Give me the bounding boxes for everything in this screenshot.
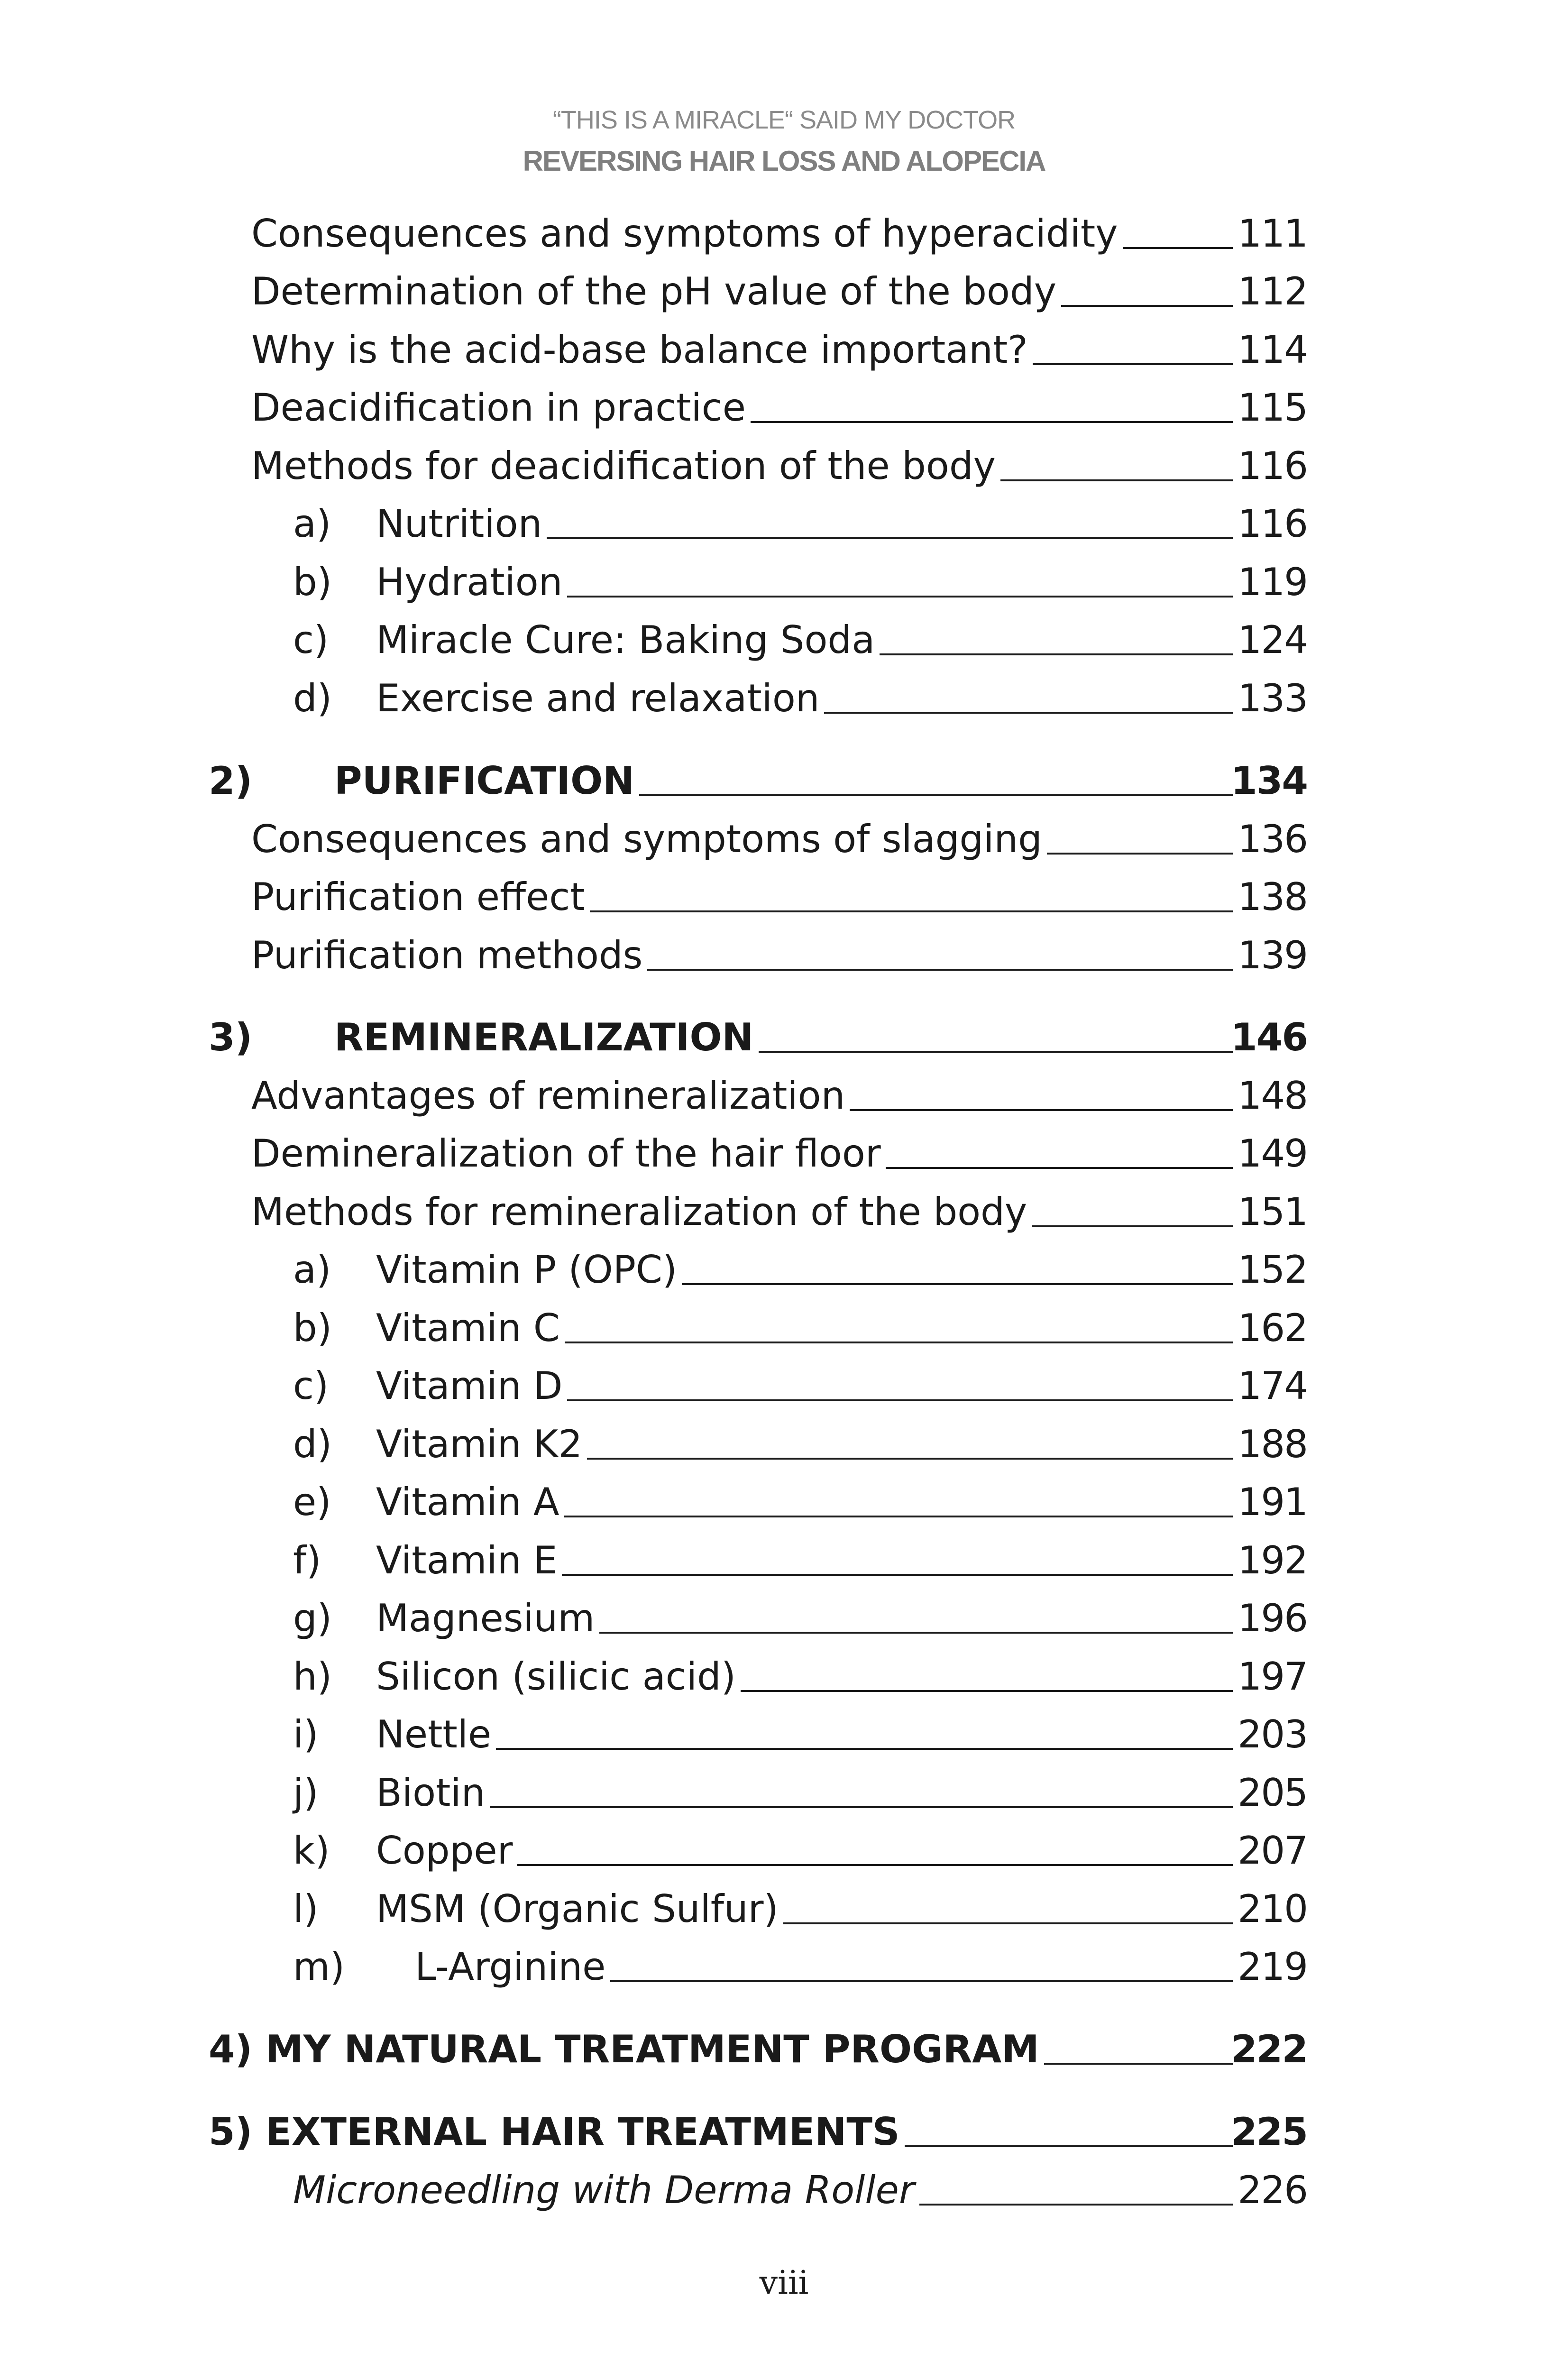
toc-entry-label: m) — [293, 1945, 345, 1989]
toc-entry[interactable] — [0, 210, 1568, 257]
toc-entry-page: 203 — [1238, 1712, 1307, 1756]
toc-entry-page: 210 — [1238, 1887, 1307, 1931]
toc-entry-label: l) — [293, 1887, 319, 1931]
toc-entry-label: h) — [293, 1654, 332, 1699]
toc-leader-line — [395, 1748, 1233, 1750]
toc-entry-title: Consequences and symptoms of slagging — [251, 816, 1047, 863]
toc-entry-title: Vitamin E — [376, 1537, 562, 1584]
toc-entry-title: 5) EXTERNAL HAIR TREATMENTS — [209, 2108, 905, 2156]
toc-entry-title: Magnesium — [376, 1595, 599, 1642]
toc-entry[interactable] — [0, 2026, 1568, 2073]
toc-entry[interactable] — [0, 1130, 1568, 1177]
toc-entry[interactable] — [0, 1188, 1568, 1236]
toc-entry[interactable] — [0, 326, 1568, 374]
toc-entry[interactable] — [0, 1072, 1568, 1120]
toc-entry-label: b) — [293, 1306, 332, 1350]
toc-entry-title: Vitamin A — [376, 1479, 564, 1526]
toc-entry-page: 124 — [1238, 618, 1307, 662]
toc-entry[interactable] — [0, 1014, 1568, 1061]
running-header-title: “THIS IS A MIRACLE“ SAID MY DOCTOR — [552, 106, 1016, 134]
toc-entry-title: REMINERALIZATION — [334, 1014, 759, 1061]
toc-entry[interactable] — [0, 2108, 1568, 2156]
toc-entry[interactable] — [0, 757, 1568, 805]
toc-entry-label: f) — [293, 1538, 321, 1582]
toc-entry[interactable] — [0, 616, 1568, 664]
toc-entry-page: 225 — [1231, 2110, 1307, 2154]
toc-entry[interactable] — [0, 1885, 1568, 1933]
running-header-subtitle: REVERSING HAIR LOSS AND ALOPECIA — [523, 145, 1045, 177]
toc-entry-title: Methods for remineralization of the body — [251, 1188, 1032, 1236]
toc-entry[interactable] — [0, 442, 1568, 490]
toc-entry-title: Silicon (silicic acid) — [376, 1653, 741, 1700]
toc-entry[interactable] — [0, 1421, 1568, 1468]
toc-entry[interactable] — [0, 2167, 1568, 2214]
toc-entry-page: 196 — [1238, 1596, 1307, 1640]
toc-entry-page: 146 — [1231, 1015, 1307, 1059]
toc-entry-label: c) — [293, 1364, 329, 1408]
toc-entry-page: 152 — [1238, 1248, 1307, 1292]
toc-entry-title: Miracle Cure: Baking Soda — [376, 616, 880, 664]
toc-entry-page: 134 — [1231, 759, 1307, 803]
toc-entry[interactable] — [0, 1769, 1568, 1817]
toc-entry-page: 119 — [1238, 560, 1307, 604]
toc-entry-page: 174 — [1238, 1364, 1307, 1408]
toc-entry-page: 139 — [1238, 933, 1307, 977]
toc-entry[interactable] — [0, 1479, 1568, 1526]
toc-entry-title: Deacidification in practice — [251, 384, 751, 432]
toc-entry-page: 151 — [1238, 1190, 1307, 1234]
toc-entry-title: Methods for deacidification of the body — [251, 442, 1000, 490]
toc-leader-line — [395, 1864, 1233, 1866]
toc-entry-label: d) — [293, 1422, 332, 1466]
toc-entry-page: 192 — [1238, 1538, 1307, 1582]
toc-entry-label: a) — [293, 1248, 331, 1292]
toc-entry-title: 4) MY NATURAL TREATMENT PROGRAM — [209, 2026, 1044, 2073]
toc-entry-page: 188 — [1238, 1422, 1307, 1466]
toc-entry-page: 133 — [1238, 676, 1307, 720]
toc-entry-title: Vitamin C — [376, 1305, 565, 1352]
toc-entry[interactable] — [0, 1595, 1568, 1642]
toc-entry-label: g) — [293, 1596, 332, 1640]
toc-entry-title: Microneedling with Derma Roller — [293, 2167, 919, 2214]
toc-entry[interactable] — [0, 1305, 1568, 1352]
toc-entry-title: Consequences and symptoms of hyperacidity — [251, 210, 1123, 257]
page-number: viii — [759, 2264, 809, 2302]
toc-entry-title: PURIFICATION — [334, 757, 639, 805]
toc-leader-line — [395, 1806, 1233, 1808]
toc-entry-title: Vitamin K2 — [376, 1421, 587, 1468]
toc-entry-label: e) — [293, 1480, 331, 1524]
toc-entry[interactable] — [0, 1827, 1568, 1875]
toc-entry-page: 226 — [1238, 2168, 1307, 2212]
toc-entry-page: 197 — [1238, 1654, 1307, 1699]
toc-entry-title: Demineralization of the hair floor — [251, 1130, 886, 1177]
toc-entry-page: 112 — [1238, 269, 1307, 313]
toc-entry[interactable] — [0, 1711, 1568, 1758]
toc-entry-title: Vitamin P (OPC) — [376, 1246, 682, 1294]
toc-entry-title: Hydration — [376, 559, 567, 606]
toc-entry-page: 136 — [1238, 817, 1307, 861]
toc-entry-page: 191 — [1238, 1480, 1307, 1524]
toc-entry[interactable] — [0, 559, 1568, 606]
toc-entry-title: Exercise and relaxation — [376, 675, 824, 722]
toc-entry-label: k) — [293, 1829, 330, 1873]
toc-entry-title: Nettle — [376, 1711, 496, 1758]
toc-entry-page: 205 — [1238, 1771, 1307, 1815]
toc-entry-label: 3) — [209, 1015, 253, 1059]
toc-entry-title: Purification effect — [251, 873, 590, 921]
toc-entry-title: Copper — [376, 1827, 517, 1875]
toc-entry[interactable] — [0, 675, 1568, 722]
toc-entry-label: 2) — [209, 759, 253, 803]
toc-entry-title: Vitamin D — [376, 1362, 567, 1410]
toc-entry[interactable] — [0, 1943, 1568, 1991]
toc-entry-label: c) — [293, 618, 329, 662]
toc-entry-title: L-Arginine — [415, 1943, 610, 1991]
toc-entry-title: Nutrition — [376, 500, 547, 548]
toc-entry-page: 114 — [1238, 328, 1307, 372]
toc-entry[interactable] — [0, 1653, 1568, 1700]
toc-entry[interactable] — [0, 932, 1568, 979]
toc-entry[interactable] — [0, 1537, 1568, 1584]
toc-entry-label: d) — [293, 676, 332, 720]
toc-entry-page: 115 — [1238, 386, 1307, 430]
toc-entry-label: j) — [293, 1771, 319, 1815]
toc-entry-title: Determination of the pH value of the body — [251, 268, 1061, 315]
toc-entry-title: Biotin — [376, 1769, 490, 1817]
toc-entry-title: MSM (Organic Sulfur) — [376, 1885, 783, 1933]
toc-entry-page: 116 — [1238, 444, 1307, 488]
toc-entry-page: 149 — [1238, 1131, 1307, 1176]
toc-entry-page: 148 — [1238, 1074, 1307, 1118]
toc-entry[interactable] — [0, 268, 1568, 315]
toc-entry-page: 162 — [1238, 1306, 1307, 1350]
toc-entry[interactable] — [0, 816, 1568, 863]
toc-entry[interactable] — [0, 1362, 1568, 1410]
toc-entry-label: b) — [293, 560, 332, 604]
toc-entry-page: 116 — [1238, 502, 1307, 546]
toc-entry-page: 222 — [1231, 2027, 1307, 2071]
toc-entry-page: 207 — [1238, 1829, 1307, 1873]
toc-entry-page: 138 — [1238, 875, 1307, 919]
toc-entry[interactable] — [0, 500, 1568, 548]
toc-entry-title: Purification methods — [251, 932, 647, 979]
toc-entry-title: Advantages of remineralization — [251, 1072, 850, 1120]
toc-entry-page: 219 — [1238, 1945, 1307, 1989]
toc-entry-title: Why is the acid-base balance important? — [251, 326, 1033, 374]
toc-entry-label: i) — [293, 1712, 319, 1756]
toc-entry[interactable] — [0, 384, 1568, 432]
toc-entry-page: 111 — [1238, 211, 1307, 256]
toc-entry-label: a) — [293, 502, 331, 546]
toc-entry[interactable] — [0, 873, 1568, 921]
toc-entry[interactable] — [0, 1246, 1568, 1294]
